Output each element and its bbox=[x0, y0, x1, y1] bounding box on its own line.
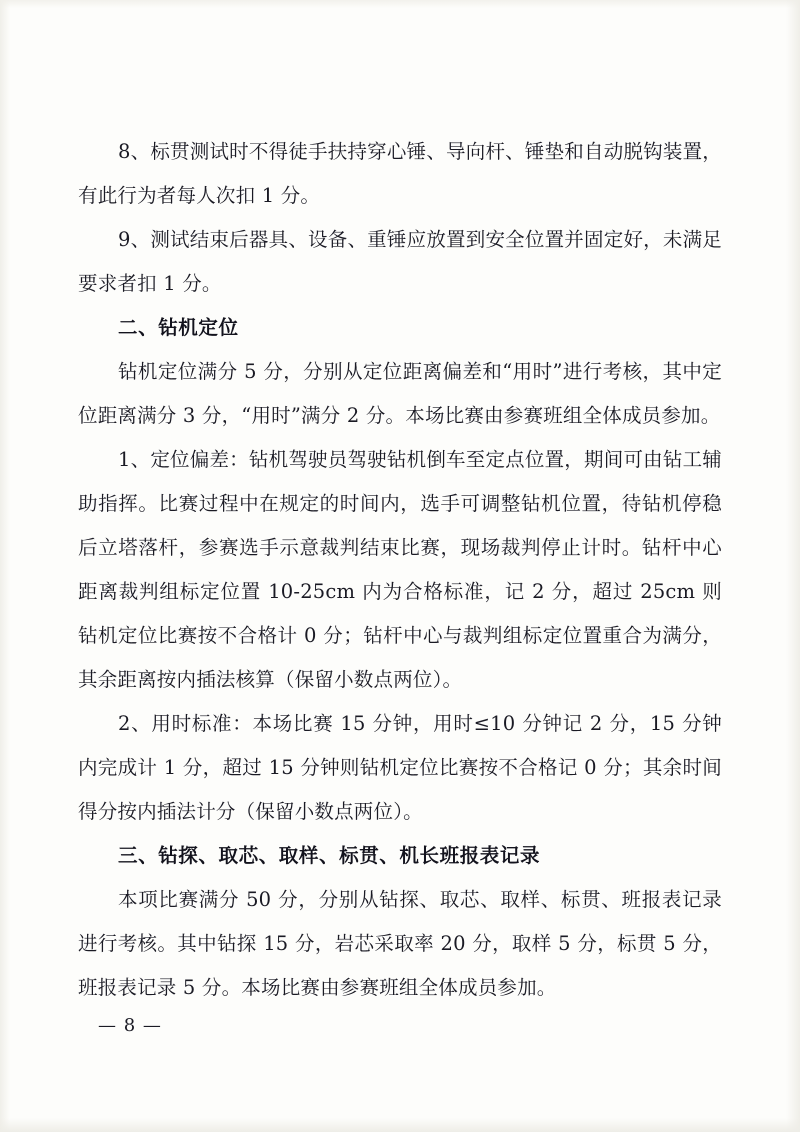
page-number: — 8 — bbox=[98, 1015, 162, 1036]
scan-edge-top bbox=[0, 0, 800, 8]
paragraph: 8、标贯测试时不得徒手扶持穿心锤、导向杆、锤垫和自动脱钩装置，有此行为者每人次扣 1 分。 bbox=[78, 140, 722, 207]
scan-edge-bottom bbox=[0, 1118, 800, 1132]
page-footer bbox=[78, 1015, 722, 1036]
paragraph: 本项比赛满分 50 分，分别从钻探、取芯、取样、标贯、班报表记录进行考核。其中钻探 15 分，岩芯采取率 20 分，取样 5 分，标贯 5 分，班报表记录 5 分。本场比赛由参赛班组全体成员参加。 bbox=[78, 888, 722, 999]
section-heading: 三、钻探、取芯、取样、标贯、机长班报表记录 bbox=[118, 844, 541, 867]
section-heading: 二、钻机定位 bbox=[118, 316, 239, 339]
page-body bbox=[78, 130, 722, 1010]
paragraph: 1、定位偏差：钻机驾驶员驾驶钻机倒车至定点位置，期间可由钻工辅助指挥。比赛过程中在规定的时间内，选手可调整钻机位置，待钻机停稳后立塔落杆，参赛选手示意裁判结束比赛，现场裁判停止计时。钻杆中心距离裁判组标定位置 10-25cm 内为合格标准，记 2 分，超过 25cm 则钻机定位比赛按不合格计 0 分；钻杆中心与裁判组标定位置重合为满分，其余距离按内插法核算（保留小数点两位）。 bbox=[78, 448, 722, 691]
scan-edge-left bbox=[0, 0, 10, 1132]
paragraph: 2、用时标准：本场比赛 15 分钟，用时≤10 分钟记 2 分，15 分钟内完成计 1 分，超过 15 分钟则钻机定位比赛按不合格记 0 分；其余时间得分按内插法计分（保留小数点两位）。 bbox=[78, 712, 722, 823]
scan-edge-right bbox=[786, 0, 800, 1132]
paragraph: 9、测试结束后器具、设备、重锤应放置到安全位置并固定好，未满足要求者扣 1 分。 bbox=[78, 228, 722, 295]
paragraph: 钻机定位满分 5 分，分别从定位距离偏差和“用时”进行考核，其中定位距离满分 3 分，“用时”满分 2 分。本场比赛由参赛班组全体成员参加。 bbox=[78, 360, 722, 427]
